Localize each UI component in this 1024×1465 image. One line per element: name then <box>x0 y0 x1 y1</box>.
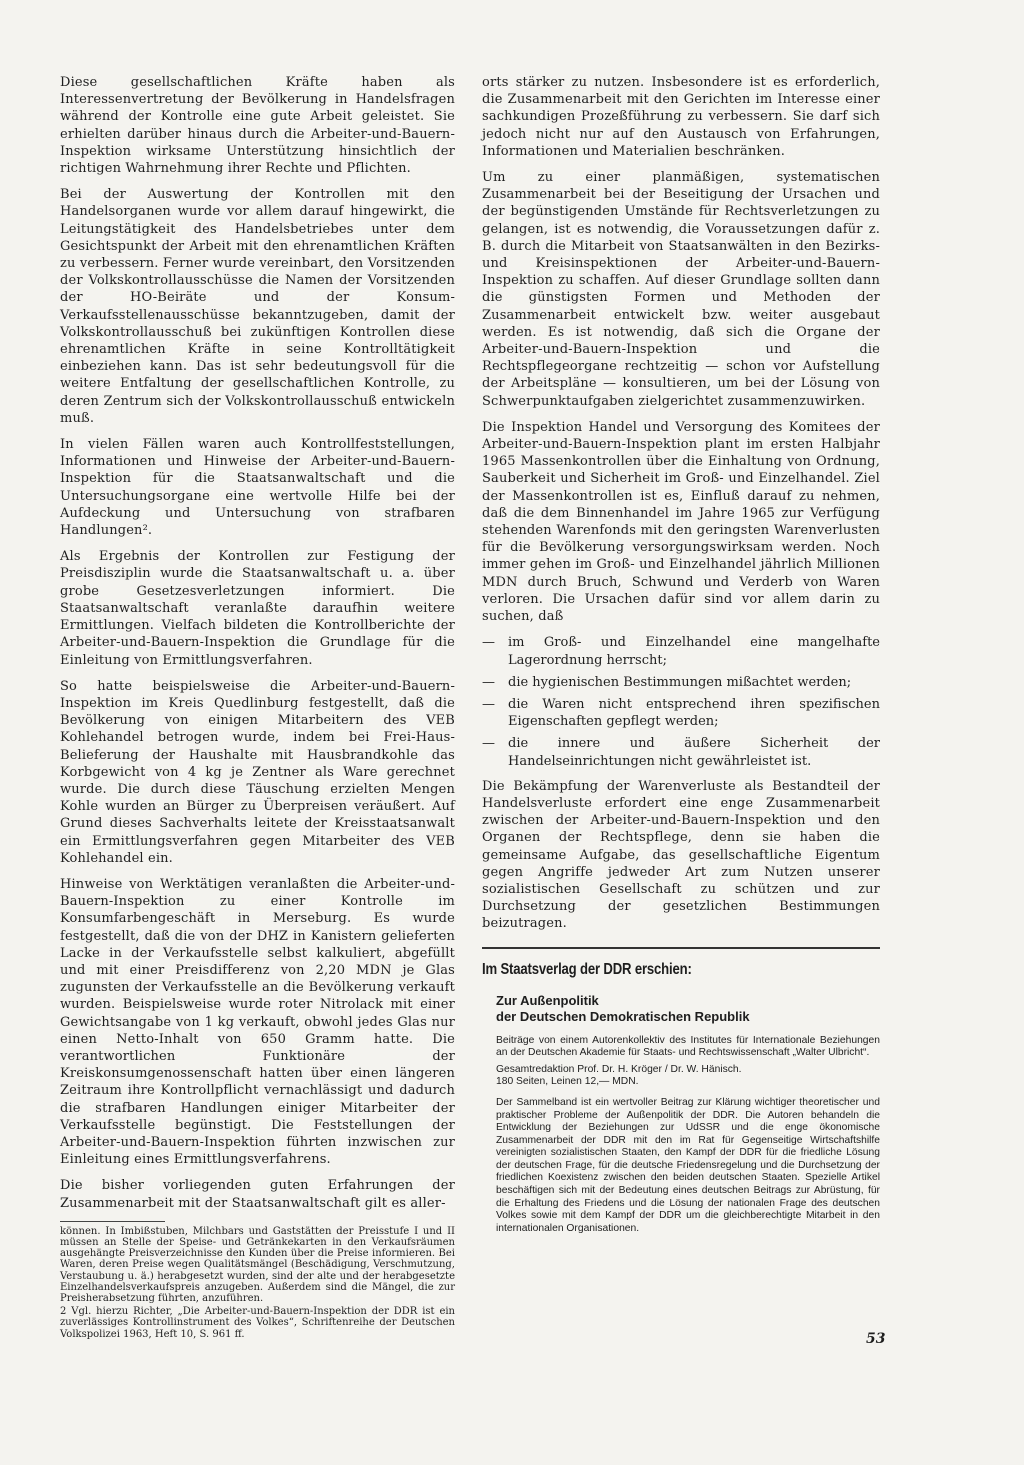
dash-bullet: — <box>482 696 495 712</box>
paragraph: Die Inspektion Handel und Versorgung des Komitees der Arbeiter-und-Bauern-Inspektion plant im ersten Halbjahr 1965 Massenkontrollen über die Einhaltung von Ordnung, Sauberkeit und Sicherheit im Groß- und Einzelhandel. Ziel der Massenkontrollen ist es, Einfluß darauf zu nehmen, daß die dem Binnenhandel im Jahre 1965 zur Verfügung stehenden Warenfonds mit den geringsten Warenverlusten für die Bevölkerung versorgungswirksam werden. Noch immer gehen im Groß- und Einzelhandel jährlich Millionen MDN durch Bruch, Schwund und Verderb von Waren verloren. Die Ursachen dafür sind vor allem darin zu suchen, daß <box>482 419 880 625</box>
book-intro: Beiträge von einem Autorenkollektiv des Institutes für Internationale Beziehungen an der Deutschen Akademie für Staats- und Rechtswissenschaft „Walter Ulbricht“. <box>496 1034 880 1059</box>
paragraph: Hinweise von Werktätigen veranlaßten die Arbeiter-und-Bauern-Inspektion zu einer Kontrolle im Konsumfarbengeschäft in Merseburg. Es wurde festgestellt, daß die von der DHZ in Kanistern gelieferten Lacke in der Verkaufsstelle selbst kalkuliert, abgefüllt und mit einer Preisdifferenz von 2,20 MDN je Glas zugunsten der Verkaufsstelle an die Bevölkerung verkauft wurden. Beispielsweise wurde roter Nitrolack mit einer Gewichtsangabe von 1 kg verkauft, obwohl jedes Glas nur einen Netto-Inhalt von 650 Gramm hatte. Die verantwortlichen Funktionäre der Kreiskonsumgenossenschaft hatten über einen längeren Zeitraum ihre Kontrollpflicht vernachlässigt und dadurch die strafbaren Handlungen einiger Mitarbeiter der Verkaufsstelle begünstigt. Die Feststellungen der Arbeiter-und-Bauern-Inspektion führten inzwischen zur Einleitung eines Ermittlungsverfahrens. <box>60 876 455 1168</box>
paragraph: Die Bekämpfung der Warenverluste als Bestandteil der Handelsverluste erfordert eine enge Zusammenarbeit zwischen der Arbeiter-und-Bauern-Inspektion und den Organen der Rechtspflege, denn sie haben die gemeinsame Aufgabe, das gesellschaftliche Eigentum gegen Angriffe jedweder Art zum Nutzen unserer sozialistischen Gesellschaft zu schützen und zur Durchsetzung der gesetzlichen Bestimmungen beizutragen. <box>482 778 880 932</box>
paragraph: Als Ergebnis der Kontrollen zur Festigung der Preisdisziplin wurde die Staatsanwaltschaft u. a. über grobe Gesetzesverletzungen informiert. Die Staatsanwaltschaft veranlaßte daraufhin weitere Ermittlungen. Vielfach bildeten die Kontrollberichte der Arbeiter-und-Bauern-Inspektion die Grundlage für die Einleitung von Ermittlungsverfahren. <box>60 549 455 668</box>
list-item-text: die hygienischen Bestimmungen mißachtet werden; <box>508 674 852 690</box>
book-description: Der Sammelband ist ein wertvoller Beitrag zur Klärung wichtiger theoretischer und praktischer Probleme der Außenpolitik der DDR. Die Autoren behandeln die Entwicklung der Beziehungen zur UdSSR und die enge ökonomische Zusammenarbeit der DDR mit den im Rat für Gegenseitige Wirtschaftshilfe vereinigten sozialistischen Staaten, den Kampf der DDR für die friedliche Lösung der deutschen Frage, für die deutsche Friedensregelung und die Durchsetzung der friedlichen Koexistenz zwischen den beiden deutschen Staaten. Spezielle Artikel beschäftigen sich mit der Bedeutung eines deutschen Beitrags zur Abrüstung, für die Erhaltung des Friedens und die Lösung der nationalen Frage des deutschen Volkes sowie mit dem Kampf der DDR um die gleichberechtigte Mitarbeit in den internationalen Organisationen. <box>496 1096 880 1234</box>
section-divider <box>482 947 880 949</box>
dash-bullet: — <box>482 674 495 690</box>
list-item <box>482 674 880 691</box>
paragraph: So hatte beispielsweise die Arbeiter-und-Bauern-Inspektion im Kreis Quedlinburg festgestellt, daß die Bevölkerung von einigen Mitarbeitern des VEB Kohlehandel betrogen wurde, indem bei Frei-Haus-Belieferung der Haushalte mit Hausbrandkohle das Korbgewicht von 4 kg je Zentner als Ware gerechnet wurde. Die durch diese Täuschung erzielten Mengen Kohle wurden an Bürger zu Überpreisen veräußert. Auf Grund dieses Sachverhalts leitete der Kreisstaatsanwalt ein Ermittlungsverfahren gegen Mitarbeiter des VEB Kohlehandel ein. <box>60 678 455 866</box>
footnote: 2 Vgl. hierzu Richter, „Die Arbeiter-und-Bauern-Inspektion der DDR ist ein zuverlässiges Kontrollinstrument des Volkes“, Schriftenreihe der Deutschen Volkspolizei 1963, Heft 10, S. 961 ff. <box>60 1306 455 1340</box>
left-column <box>60 74 455 1342</box>
list-item <box>482 634 880 668</box>
paragraph: orts stärker zu nutzen. Insbesondere ist es erforderlich, die Zusammenarbeit mit den Gerichten im Interesse einer sachkundigen Prozeßführung zu verbessern. Sie darf sich jedoch nicht nur auf den Austausch von Erfahrungen, Informationen und Materialien beschränken. <box>482 75 880 159</box>
dash-bullet: — <box>482 635 495 651</box>
paragraph: Diese gesellschaftlichen Kräfte haben als Interessenvertretung der Bevölkerung in Handelsfragen während der Kontrolle eine gute Arbeit geleistet. Sie erhielten darüber hinaus durch die Arbeiter-und-Bauern-Inspektion wirksame Unterstützung hinsichtlich der richtigen Wahrnehmung ihrer Rechte und Pflichten. <box>60 75 455 177</box>
book-title-line2: der Deutschen Demokratischen Republik <box>496 1008 750 1024</box>
paragraph: Um zu einer planmäßigen, systematischen Zusammenarbeit bei der Beseitigung der Ursachen und der begünstigenden Umstände für Rechtsverletzungen zu gelangen, ist es notwendig, die Voraussetzungen dafür z. B. durch die Mitarbeit von Staatsanwälten in den Bezirks- und Kreisinspektionen der Arbeiter-und-Bauern-Inspektion zu schaffen. Auf dieser Grundlage sollten dann die günstigsten Formen und Methoden der Zusammenarbeit entwickelt bzw. weiter ausgebaut werden. Es ist notwendig, daß sich die Organe der Arbeiter-und-Bauern-Inspektion und die Rechtspflegeorgane rechtzeitig — schon vor Aufstellung der Arbeitspläne — konsultieren, um bei der Lösung von Schwerpunktaufgaben zielgerichtet zusammenzuwirken. <box>482 170 880 409</box>
right-column <box>482 74 880 1239</box>
list-item-text: die Waren nicht entsprechend ihren spezifischen Eigenschaften gepflegt werden; <box>508 696 880 730</box>
book-title-line1: Zur Außenpolitik <box>496 992 599 1008</box>
paragraph: Bei der Auswertung der Kontrollen mit den Handelsorganen wurde vor allem darauf hingewirkt, die Leitungstätigkeit des Handelsbetriebes unter dem Gesichtspunkt der Arbeit mit den ehrenamtlichen Kräften zu verbessern. Ferner wurde vereinbart, den Vorsitzenden der Volkskontrollausschüsse die Namen der Vorsitzenden der HO-Beiräte und der Konsum-Verkaufsstellenausschüsse bekanntzugeben, damit der Volkskontrollausschuß bei zukünftigen Kontrollen diese ehrenamtlichen Kräfte in seine Kontrolltätigkeit einbeziehen kann. Das ist sehr bedeutungsvoll für die weitere Entfaltung der gesellschaftlichen Kontrolle, zu deren Zentrum sich der Volkskontrollausschuß entwickeln muß. <box>60 187 455 426</box>
book-editors: Gesamtredaktion Prof. Dr. H. Kröger / Dr. W. Hänisch. <box>496 1063 742 1075</box>
paragraph: Die bisher vorliegenden guten Erfahrungen der Zusammenarbeit mit der Staatsanwaltschaft gilt es aller- <box>60 1178 455 1211</box>
publication-heading: Im Staatsverlag der DDR erschien: <box>482 960 692 978</box>
dash-list <box>482 634 880 769</box>
dash-bullet: — <box>482 736 495 752</box>
list-item <box>482 696 880 730</box>
footnote-rule <box>60 1221 165 1222</box>
footnotes <box>60 1221 455 1340</box>
publication-notice <box>482 961 880 1236</box>
page-number: 53 <box>866 1331 886 1347</box>
paragraph: In vielen Fällen waren auch Kontrollfeststellungen, Informationen und Hinweise der Arbeiter-und-Bauern-Inspektion für die Staatsanwaltschaft und die Untersuchungsorgane eine wertvolle Hilfe bei der Aufdeckung und Untersuchung von strafbaren Handlungen². <box>60 437 455 539</box>
book-details: 180 Seiten, Leinen 12,— MDN. <box>496 1076 639 1088</box>
list-item-text: im Groß- und Einzelhandel eine mangelhafte Lagerordnung herrscht; <box>508 635 880 668</box>
footnote: können. In Imbißstuben, Milchbars und Gaststätten der Preisstufe I und II müssen an Stelle der Speise- und Getränkekarten in den Verkaufsräumen ausgehängte Preisverzeichnisse den Kunden über die Preise informieren. Bei Waren, deren Preise wegen Qualitätsmängel (Beschädigung, Verschmutzung, Verstaubung u. ä.) herabgesetzt wurden, sind der alte und der herabgesetzte Einzelhandelsverkaufspreis anzugeben. Außerdem sind die Mängel, die zur Preisherabsetzung führten, anzuführen. <box>60 1225 455 1305</box>
list-item <box>482 735 880 769</box>
list-item-text: die innere und äußere Sicherheit der Handelseinrichtungen nicht gewährleistet ist. <box>508 736 880 769</box>
